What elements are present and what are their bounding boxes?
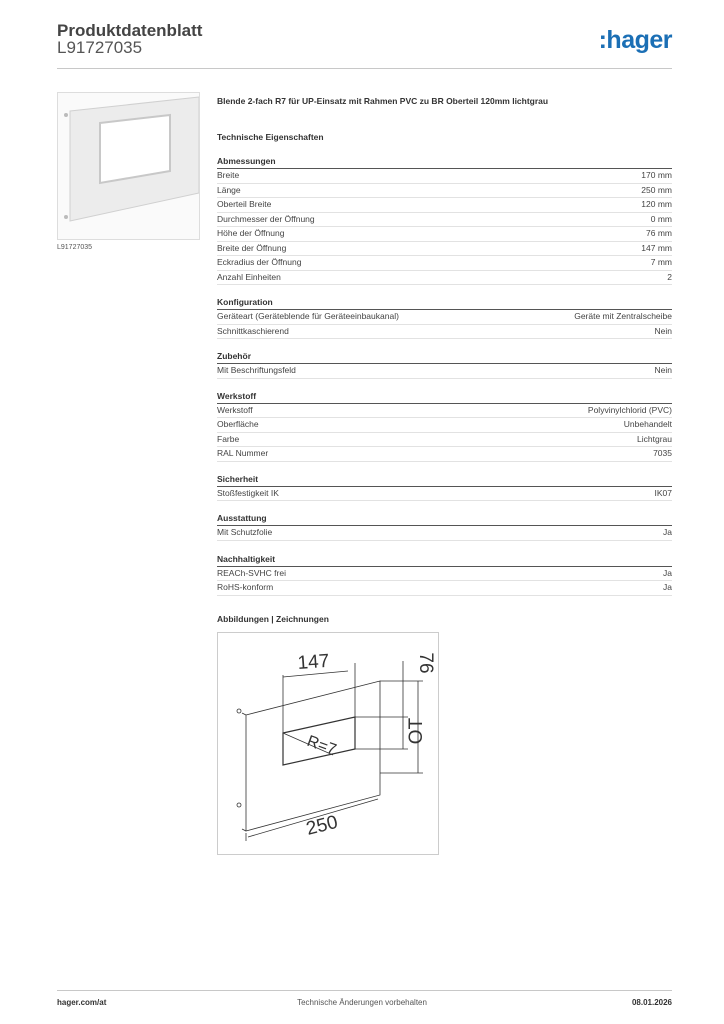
property-row [217, 447, 672, 462]
property-label: REACh-SVHC frei [217, 567, 286, 578]
property-row [217, 404, 672, 419]
footer-date: 08.01.2026 [631, 998, 672, 1007]
property-label: Schnittkaschierend [217, 325, 289, 336]
property-label: Durchmesser der Öffnung [217, 213, 315, 224]
property-row [217, 271, 672, 286]
property-value: 7035 [653, 448, 672, 458]
page-title: Produktdatenblatt [57, 21, 203, 40]
footer-notice: Technische Änderungen vorbehalten [297, 998, 427, 1007]
property-row [217, 364, 672, 379]
property-label: Werkstoff [217, 404, 253, 415]
property-value: Polyvinylchlorid (PVC) [587, 404, 672, 415]
property-value: Ja [663, 582, 672, 592]
group-heading: Nachhaltigkeit [217, 552, 672, 567]
property-value: Nein [654, 365, 672, 375]
header-divider [57, 68, 672, 69]
property-label: Eckradius der Öffnung [217, 257, 302, 267]
property-row [217, 325, 672, 340]
product-image [57, 92, 200, 240]
property-label: RoHS-konform [217, 582, 274, 592]
group-heading: Werkstoff [217, 389, 672, 404]
property-row [217, 227, 672, 242]
property-group [217, 552, 672, 596]
group-heading: Abmessungen [217, 154, 672, 169]
group-heading: Sicherheit [217, 472, 672, 487]
property-value: Unbehandelt [623, 419, 672, 429]
property-row [217, 526, 672, 541]
property-label: Anzahl Einheiten [217, 271, 281, 282]
property-label: Mit Schutzfolie [217, 527, 273, 537]
property-value: 170 mm [641, 170, 672, 180]
property-value: Lichtgrau [637, 433, 672, 444]
group-heading: Ausstattung [217, 511, 672, 526]
dim-width-label: 147 [296, 650, 330, 674]
property-row [217, 310, 672, 325]
hager-logo: :hager [598, 26, 672, 54]
footer-divider [57, 990, 672, 991]
group-heading: Zubehör [217, 349, 672, 364]
dim-height-label: 76 [415, 652, 436, 674]
property-group [217, 389, 672, 462]
figures-title: Abbildungen | Zeichnungen [217, 614, 329, 624]
property-label: Höhe der Öffnung [217, 228, 285, 238]
property-row [217, 169, 672, 184]
dim-length-label: 250 [304, 811, 340, 840]
property-value: 76 mm [646, 228, 672, 238]
property-group [217, 511, 672, 541]
property-group [217, 472, 672, 502]
property-value: 0 mm [650, 213, 672, 224]
property-row [217, 242, 672, 257]
property-row [217, 198, 672, 213]
property-label: Länge [217, 184, 241, 195]
property-value: 250 mm [641, 184, 672, 195]
product-description: Blende 2-fach R7 für UP-Einsatz mit Rahmen PVC zu BR Oberteil 120mm lichtgrau [217, 96, 549, 106]
property-value: 7 mm [650, 257, 672, 267]
property-value: 147 mm [641, 242, 672, 253]
property-group [217, 349, 672, 379]
properties [217, 96, 672, 596]
dimension-drawing [217, 632, 439, 855]
property-label: Mit Beschriftungsfeld [217, 365, 296, 375]
property-row [217, 487, 672, 502]
property-group [217, 295, 672, 339]
property-row [217, 567, 672, 582]
property-label: Oberfläche [217, 419, 259, 429]
property-row [217, 184, 672, 199]
property-value: IK07 [654, 487, 672, 498]
property-label: Breite [217, 170, 240, 180]
property-label: Farbe [217, 433, 240, 444]
property-label: Geräteart (Geräteblende für Geräteeinbaukanal) [217, 311, 399, 321]
dim-radius-label: R=7 [304, 732, 339, 759]
product-image-caption: L91727035 [57, 244, 93, 251]
group-heading: Konfiguration [217, 295, 672, 310]
footer-website[interactable]: hager.com/at [57, 998, 107, 1007]
property-row [217, 213, 672, 228]
dim-top-label: OT [406, 717, 427, 745]
property-value: Geräte mit Zentralscheibe [574, 311, 672, 321]
property-row [217, 581, 672, 596]
property-value: Ja [663, 527, 672, 537]
property-group [217, 154, 672, 285]
property-label: Oberteil Breite [217, 199, 272, 209]
property-row [217, 433, 672, 448]
section-title: Technische Eigenschaften [217, 132, 324, 142]
property-label: Breite der Öffnung [217, 242, 287, 253]
property-value: 120 mm [641, 199, 672, 209]
property-value: Ja [663, 567, 672, 578]
property-row [217, 418, 672, 433]
property-row [217, 256, 672, 271]
property-label: RAL Nummer [217, 448, 269, 458]
property-label: Stoßfestigkeit IK [217, 487, 279, 498]
product-code: L91727035 [57, 38, 143, 57]
property-value: 2 [667, 271, 672, 282]
property-value: Nein [654, 325, 672, 336]
